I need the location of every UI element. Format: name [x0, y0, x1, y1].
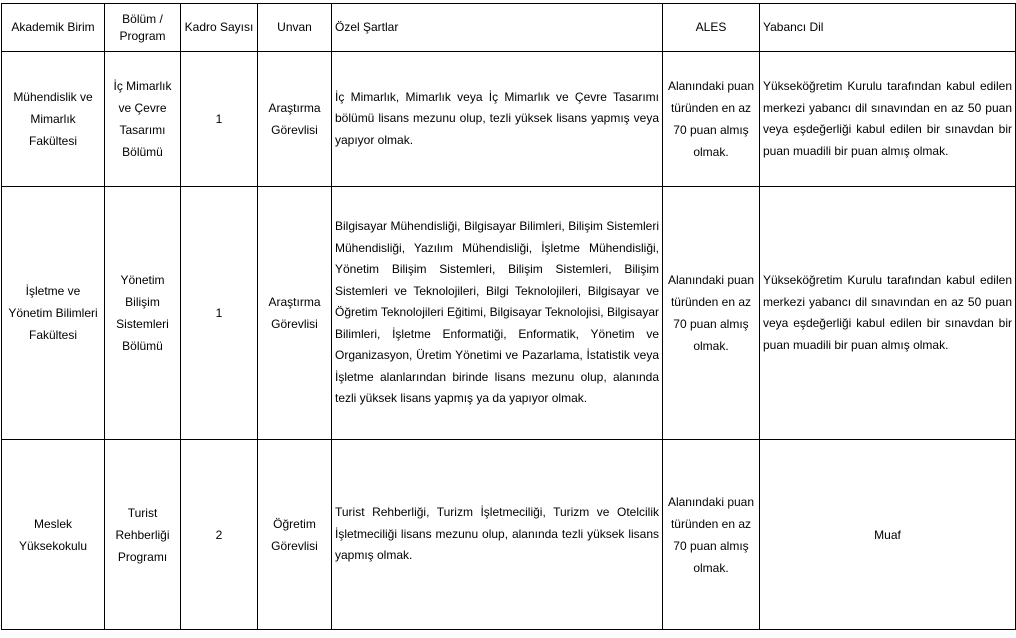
cell-ales: Alanındaki puan türünden en az 70 puan almış olmak.	[663, 187, 760, 440]
cell-akademik-birim: İşletme ve Yönetim Bilimleri Fakültesi	[2, 187, 105, 440]
cell-unvan: Araştırma Görevlisi	[258, 52, 332, 187]
kadro-table	[1, 3, 1016, 630]
header-bolum-program: Bölüm / Program	[105, 4, 181, 52]
cell-kadro-sayisi: 1	[181, 52, 258, 187]
cell-akademik-birim: Meslek Yüksekokulu	[2, 440, 105, 630]
cell-kadro-sayisi: 1	[181, 187, 258, 440]
cell-bolum-program: İç Mimarlık ve Çevre Tasarımı Bölümü	[105, 52, 181, 187]
header-kadro-sayisi: Kadro Sayısı	[181, 4, 258, 52]
header-ales: ALES	[663, 4, 760, 52]
header-yabanci-dil: Yabancı Dil	[760, 4, 1016, 52]
cell-ales: Alanındaki puan türünden en az 70 puan almış olmak.	[663, 440, 760, 630]
cell-akademik-birim: Mühendislik ve Mimarlık Fakültesi	[2, 52, 105, 187]
cell-bolum-program: Yönetim Bilişim Sistemleri Bölümü	[105, 187, 181, 440]
header-akademik-birim: Akademik Birim	[2, 4, 105, 52]
cell-ozel-sartlar: İç Mimarlık, Mimarlık veya İç Mimarlık ve Çevre Tasarımı bölümü lisans mezunu olup, tezli yüksek lisans yapmış veya yapıyor olmak.	[332, 52, 663, 187]
header-row	[2, 4, 1016, 52]
cell-bolum-program: Turist Rehberliği Programı	[105, 440, 181, 630]
cell-kadro-sayisi: 2	[181, 440, 258, 630]
header-unvan: Unvan	[258, 4, 332, 52]
cell-yabanci-dil: Yükseköğretim Kurulu tarafından kabul edilen merkezi yabancı dil sınavından en az 50 puan veya eşdeğerliği kabul edilen bir sınavdan bir puan muadili bir puan almış olmak.	[760, 52, 1016, 187]
table-row	[2, 52, 1016, 187]
table-row	[2, 187, 1016, 440]
cell-unvan: Araştırma Görevlisi	[258, 187, 332, 440]
cell-ozel-sartlar: Bilgisayar Mühendisliği, Bilgisayar Bilimleri, Bilişim Sistemleri Mühendisliği, Yazılım Mühendisliği, İşletme Mühendisliği, Yönetim Bilişim Sistemleri, Bilişim Sistemleri, Bilişim Sistemleri ve Teknolojileri, Bilgi Teknolojileri, Bilgisayar ve Öğretim Teknolojileri Eğitimi, Bilgisayar Teknolojisi, Bilgisayar Bilimleri, İşletme Enformatiği, Enformatik, Yönetim ve Organizasyon, Üretim Yönetimi ve Pazarlama, İstatistik veya İşletme alanlarından birinde lisans mezunu olup, alanında tezli yüksek lisans yapmış ya da yapıyor olmak.	[332, 187, 663, 440]
cell-yabanci-dil: Muaf	[760, 440, 1016, 630]
cell-unvan: Öğretim Görevlisi	[258, 440, 332, 630]
cell-yabanci-dil: Yükseköğretim Kurulu tarafından kabul edilen merkezi yabancı dil sınavından en az 50 puan veya eşdeğerliği kabul edilen bir sınavdan bir puan muadili bir puan almış olmak.	[760, 187, 1016, 440]
cell-ozel-sartlar: Turist Rehberliği, Turizm İşletmeciliği, Turizm ve Otelcilik İşletmeciliği lisans mezunu olup, alanında tezli yüksek lisans yapmış olmak.	[332, 440, 663, 630]
cell-ales: Alanındaki puan türünden en az 70 puan almış olmak.	[663, 52, 760, 187]
header-ozel-sartlar: Özel Şartlar	[332, 4, 663, 52]
table-row	[2, 440, 1016, 630]
